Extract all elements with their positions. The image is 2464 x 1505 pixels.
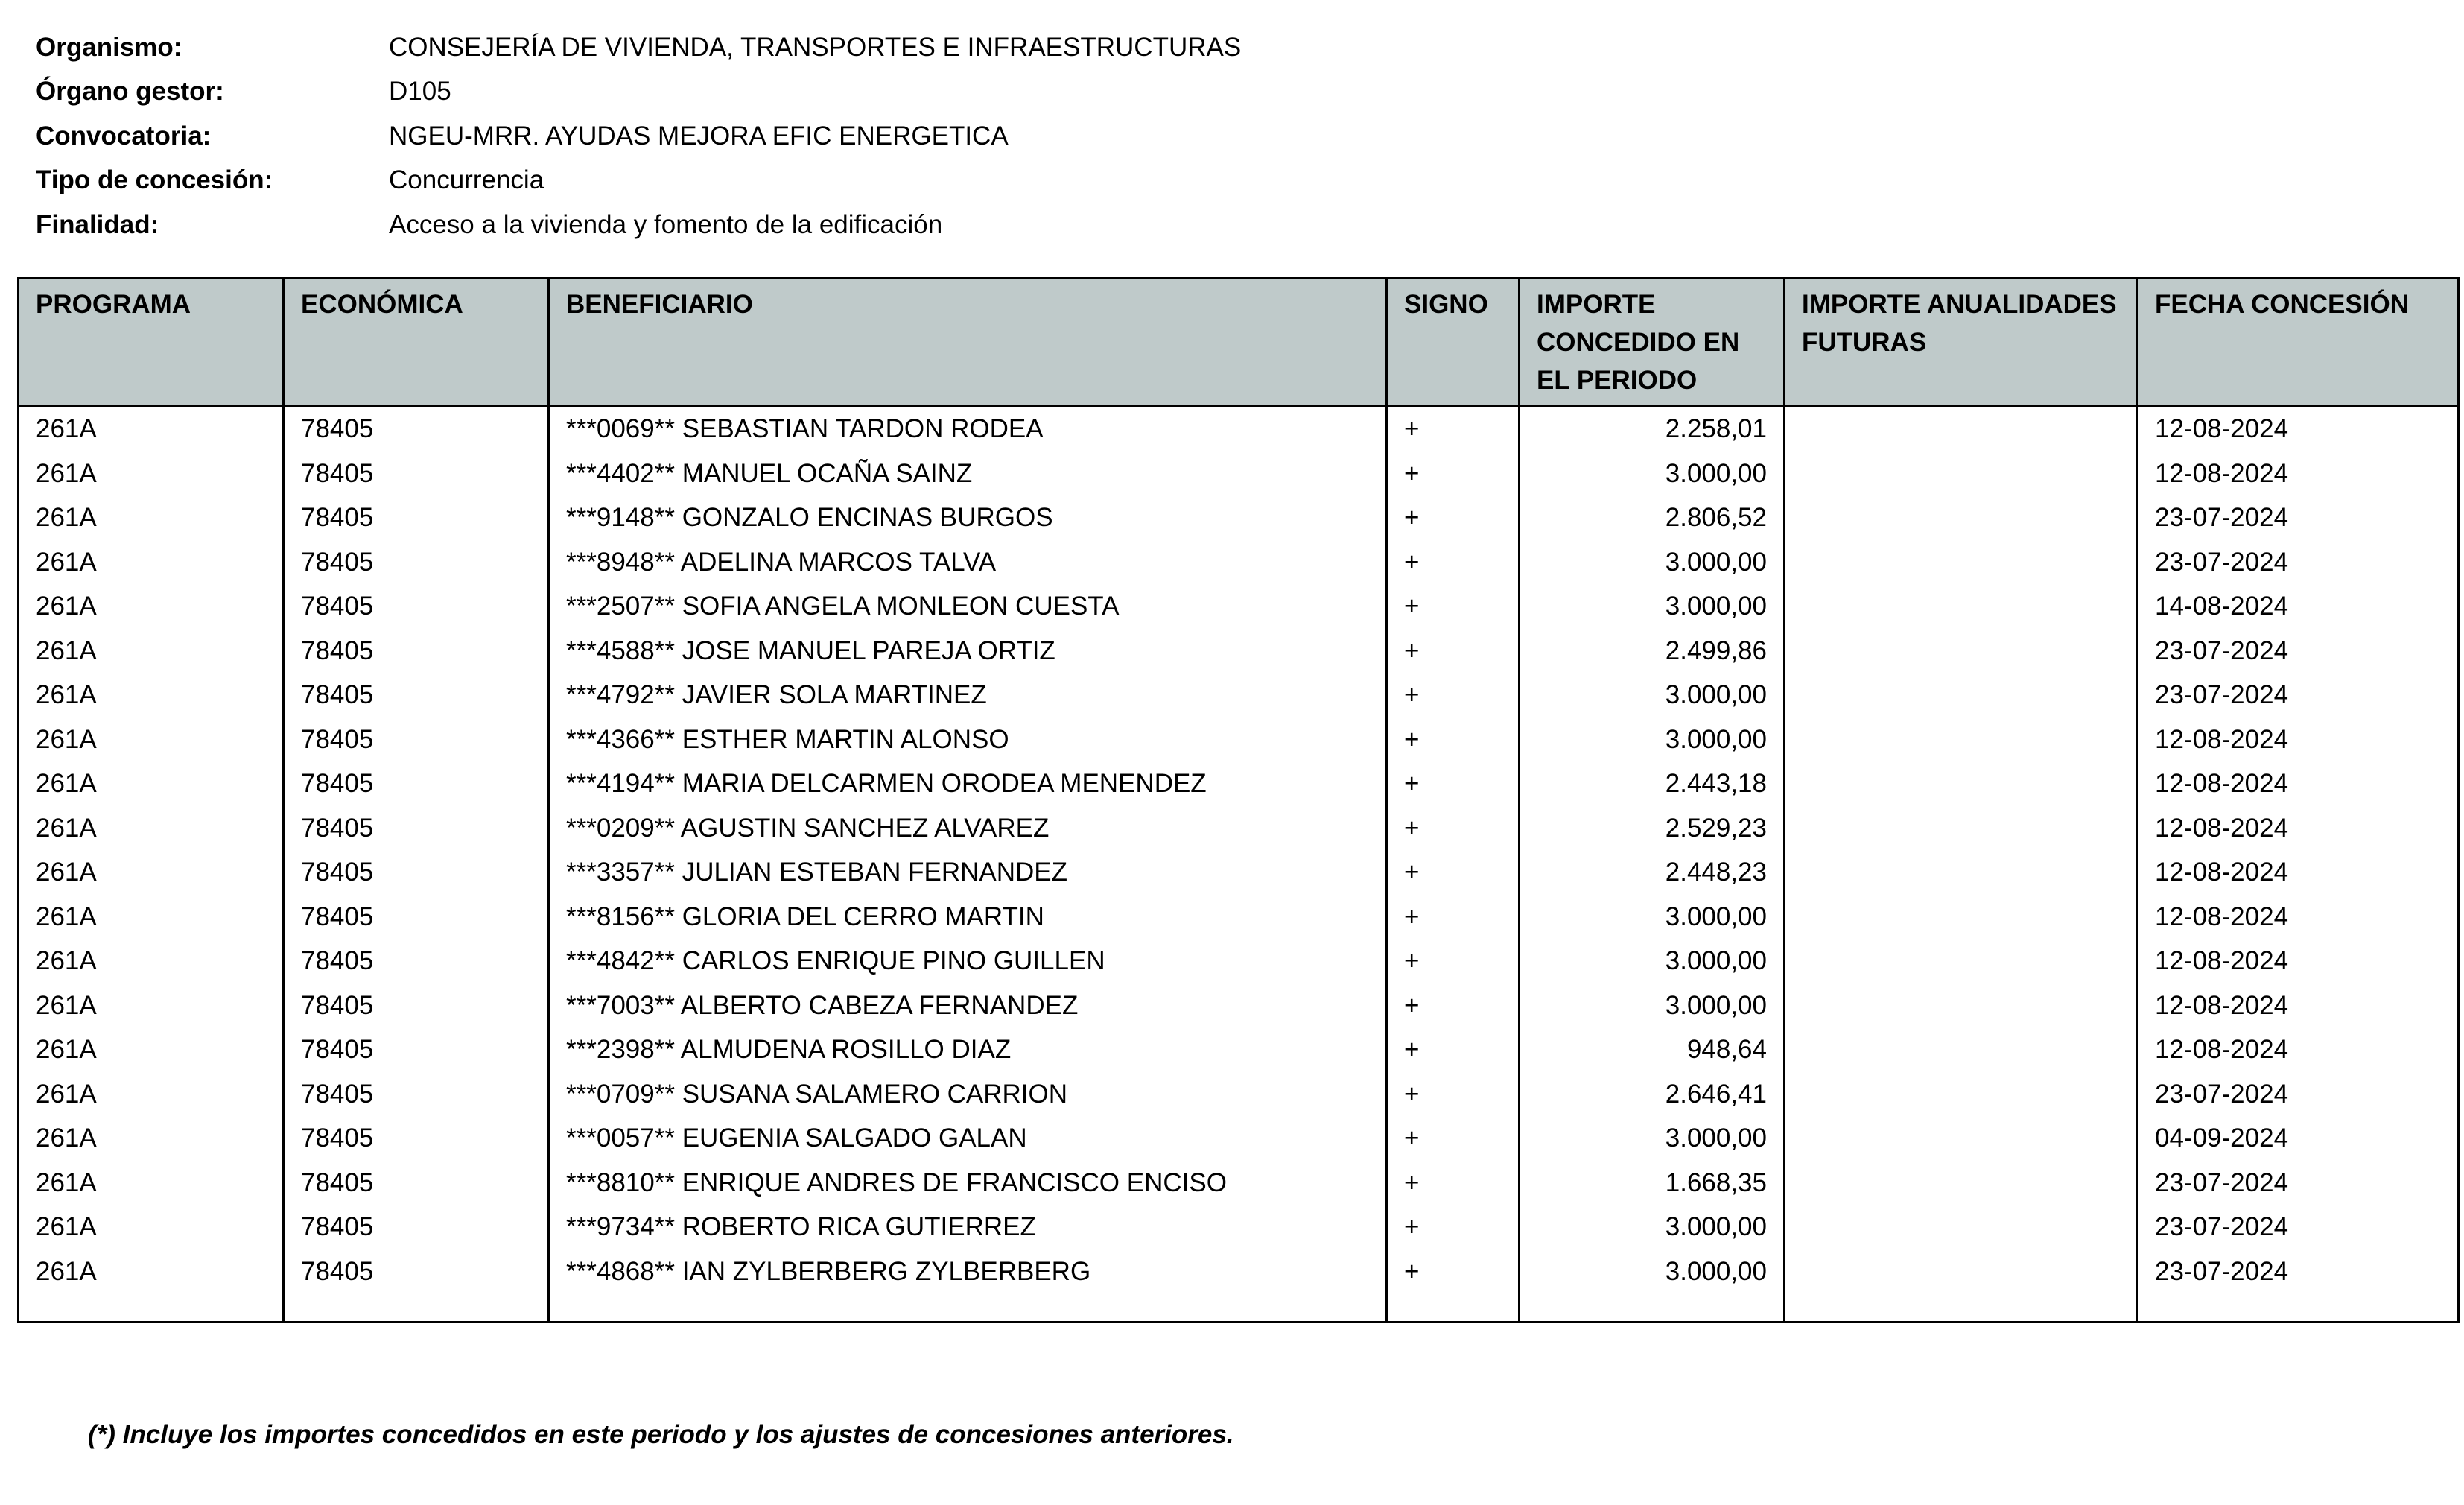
cell-signo: +	[1387, 1072, 1520, 1117]
cell-beneficiario: ***0209** AGUSTIN SANCHEZ ALVAREZ	[549, 806, 1387, 851]
cell-fecha: 12-08-2024	[2138, 717, 2459, 762]
cell-anualidades	[1785, 452, 2138, 496]
cell-economica: 78405	[284, 761, 549, 806]
cell-programa: 261A	[19, 495, 284, 540]
cell-signo: +	[1387, 1116, 1520, 1161]
table-row	[19, 1249, 2459, 1294]
cell-signo: +	[1387, 495, 1520, 540]
cell-importe: 2.646,41	[1520, 1072, 1785, 1117]
cell-economica: 78405	[284, 717, 549, 762]
cell-beneficiario: ***0069** SEBASTIAN TARDON RODEA	[549, 406, 1387, 452]
table-row	[19, 983, 2459, 1028]
cell-fecha: 14-08-2024	[2138, 584, 2459, 629]
table-row	[19, 540, 2459, 585]
table-row	[19, 406, 2459, 452]
cell-programa: 261A	[19, 1116, 284, 1161]
cell-economica: 78405	[284, 495, 549, 540]
cell-anualidades	[1785, 406, 2138, 452]
cell-economica: 78405	[284, 806, 549, 851]
cell-anualidades	[1785, 1205, 2138, 1249]
cell-signo: +	[1387, 761, 1520, 806]
cell-programa: 261A	[19, 629, 284, 674]
tipo-concesion-value: Concurrencia	[389, 165, 544, 195]
cell-beneficiario: ***0709** SUSANA SALAMERO CARRION	[549, 1072, 1387, 1117]
cell-signo: +	[1387, 1161, 1520, 1205]
cell-anualidades	[1785, 850, 2138, 895]
finalidad-row	[36, 203, 1241, 247]
cell-signo: +	[1387, 895, 1520, 940]
cell-signo: +	[1387, 540, 1520, 585]
table-row	[19, 1072, 2459, 1117]
cell-economica: 78405	[284, 1161, 549, 1205]
cell-anualidades	[1785, 540, 2138, 585]
cell-beneficiario: ***0057** EUGENIA SALGADO GALAN	[549, 1116, 1387, 1161]
table-row	[19, 1116, 2459, 1161]
cell-fecha: 23-07-2024	[2138, 1205, 2459, 1249]
cell-fecha: 12-08-2024	[2138, 1027, 2459, 1072]
cell-fecha: 12-08-2024	[2138, 850, 2459, 895]
column-header-anualidades: IMPORTE ANUALIDADES FUTURAS	[1785, 279, 2138, 406]
cell-signo: +	[1387, 983, 1520, 1028]
table-row	[19, 629, 2459, 674]
column-header-importe: IMPORTE CONCEDIDO EN EL PERIODO	[1520, 279, 1785, 406]
cell-programa: 261A	[19, 983, 284, 1028]
cell-fecha: 12-08-2024	[2138, 895, 2459, 940]
table-row	[19, 673, 2459, 717]
cell-importe: 3.000,00	[1520, 1205, 1785, 1249]
cell-fecha: 12-08-2024	[2138, 983, 2459, 1028]
cell-anualidades	[1785, 673, 2138, 717]
table-header-row	[19, 279, 2459, 406]
cell-anualidades	[1785, 1116, 2138, 1161]
cell-programa: 261A	[19, 1205, 284, 1249]
cell-economica: 78405	[284, 629, 549, 674]
cell-economica: 78405	[284, 850, 549, 895]
organo-gestor-row	[36, 70, 1241, 115]
cell-anualidades	[1785, 1161, 2138, 1205]
column-header-beneficiario: BENEFICIARIO	[549, 279, 1387, 406]
cell-importe: 3.000,00	[1520, 584, 1785, 629]
cell-beneficiario: ***8156** GLORIA DEL CERRO MARTIN	[549, 895, 1387, 940]
tipo-concesion-label: Tipo de concesión:	[36, 165, 273, 195]
cell-beneficiario: ***9734** ROBERTO RICA GUTIERREZ	[549, 1205, 1387, 1249]
cell-fecha: 04-09-2024	[2138, 1116, 2459, 1161]
cell-signo: +	[1387, 939, 1520, 983]
cell-anualidades	[1785, 629, 2138, 674]
cell-importe: 2.443,18	[1520, 761, 1785, 806]
organismo-label: Organismo:	[36, 32, 182, 62]
cell-beneficiario: ***4194** MARIA DELCARMEN ORODEA MENENDEZ	[549, 761, 1387, 806]
cell-fecha: 23-07-2024	[2138, 629, 2459, 674]
convocatoria-label: Convocatoria:	[36, 121, 212, 150]
organismo-row	[36, 25, 1241, 70]
cell-fecha: 23-07-2024	[2138, 1161, 2459, 1205]
table-row	[19, 584, 2459, 629]
cell-anualidades	[1785, 1249, 2138, 1294]
column-header-programa: PROGRAMA	[19, 279, 284, 406]
cell-importe: 3.000,00	[1520, 983, 1785, 1028]
cell-signo: +	[1387, 584, 1520, 629]
cell-economica: 78405	[284, 406, 549, 452]
cell-economica: 78405	[284, 939, 549, 983]
cell-fecha: 23-07-2024	[2138, 1072, 2459, 1117]
cell-economica: 78405	[284, 452, 549, 496]
cell-programa: 261A	[19, 939, 284, 983]
cell-beneficiario: ***4868** IAN ZYLBERBERG ZYLBERBERG	[549, 1249, 1387, 1294]
cell-fecha: 23-07-2024	[2138, 540, 2459, 585]
cell-anualidades	[1785, 1072, 2138, 1117]
table-row	[19, 452, 2459, 496]
cell-importe: 948,64	[1520, 1027, 1785, 1072]
convocatoria-row	[36, 114, 1241, 159]
cell-anualidades	[1785, 895, 2138, 940]
column-header-fecha: FECHA CONCESIÓN	[2138, 279, 2459, 406]
cell-anualidades	[1785, 1027, 2138, 1072]
cell-programa: 261A	[19, 1072, 284, 1117]
table-row	[19, 717, 2459, 762]
organo-gestor-label: Órgano gestor:	[36, 77, 224, 107]
cell-anualidades	[1785, 939, 2138, 983]
cell-importe: 3.000,00	[1520, 939, 1785, 983]
cell-fecha: 23-07-2024	[2138, 1249, 2459, 1294]
cell-beneficiario: ***4402** MANUEL OCAÑA SAINZ	[549, 452, 1387, 496]
column-header-economica: ECONÓMICA	[284, 279, 549, 406]
cell-signo: +	[1387, 717, 1520, 762]
cell-programa: 261A	[19, 1161, 284, 1205]
cell-programa: 261A	[19, 540, 284, 585]
cell-programa: 261A	[19, 850, 284, 895]
cell-beneficiario: ***9148** GONZALO ENCINAS BURGOS	[549, 495, 1387, 540]
cell-fecha: 23-07-2024	[2138, 673, 2459, 717]
cell-beneficiario: ***2398** ALMUDENA ROSILLO DIAZ	[549, 1027, 1387, 1072]
cell-signo: +	[1387, 406, 1520, 452]
organo-gestor-value: D105	[389, 77, 451, 107]
cell-importe: 3.000,00	[1520, 452, 1785, 496]
cell-beneficiario: ***4588** JOSE MANUEL PAREJA ORTIZ	[549, 629, 1387, 674]
cell-beneficiario: ***3357** JULIAN ESTEBAN FERNANDEZ	[549, 850, 1387, 895]
cell-beneficiario: ***7003** ALBERTO CABEZA FERNANDEZ	[549, 983, 1387, 1028]
cell-economica: 78405	[284, 1205, 549, 1249]
document-header-info	[36, 25, 1241, 247]
cell-importe: 3.000,00	[1520, 540, 1785, 585]
footnote: (*) Incluye los importes concedidos en este periodo y los ajustes de concesiones anteriores.	[88, 1420, 1234, 1449]
cell-programa: 261A	[19, 761, 284, 806]
cell-importe: 3.000,00	[1520, 717, 1785, 762]
cell-importe: 2.448,23	[1520, 850, 1785, 895]
table-row	[19, 495, 2459, 540]
cell-fecha: 12-08-2024	[2138, 939, 2459, 983]
cell-fecha: 12-08-2024	[2138, 406, 2459, 452]
cell-importe: 1.668,35	[1520, 1161, 1785, 1205]
cell-importe: 3.000,00	[1520, 1116, 1785, 1161]
table-row	[19, 939, 2459, 983]
cell-programa: 261A	[19, 717, 284, 762]
cell-beneficiario: ***4792** JAVIER SOLA MARTINEZ	[549, 673, 1387, 717]
cell-signo: +	[1387, 1249, 1520, 1294]
table-row	[19, 1161, 2459, 1205]
cell-importe: 2.529,23	[1520, 806, 1785, 851]
cell-programa: 261A	[19, 895, 284, 940]
cell-importe: 3.000,00	[1520, 1249, 1785, 1294]
cell-anualidades	[1785, 806, 2138, 851]
cell-importe: 3.000,00	[1520, 895, 1785, 940]
cell-economica: 78405	[284, 1116, 549, 1161]
organismo-value: CONSEJERÍA DE VIVIENDA, TRANSPORTES E INFRAESTRUCTURAS	[389, 32, 1242, 62]
cell-beneficiario: ***2507** SOFIA ANGELA MONLEON CUESTA	[549, 584, 1387, 629]
cell-programa: 261A	[19, 1027, 284, 1072]
table-row	[19, 895, 2459, 940]
cell-beneficiario: ***8948** ADELINA MARCOS TALVA	[549, 540, 1387, 585]
cell-economica: 78405	[284, 584, 549, 629]
cell-signo: +	[1387, 850, 1520, 895]
cell-signo: +	[1387, 806, 1520, 851]
cell-economica: 78405	[284, 983, 549, 1028]
cell-importe: 2.806,52	[1520, 495, 1785, 540]
cell-signo: +	[1387, 1205, 1520, 1249]
table-row	[19, 1027, 2459, 1072]
table-row	[19, 1205, 2459, 1249]
cell-anualidades	[1785, 761, 2138, 806]
column-header-signo: SIGNO	[1387, 279, 1520, 406]
cell-economica: 78405	[284, 1027, 549, 1072]
cell-economica: 78405	[284, 895, 549, 940]
cell-economica: 78405	[284, 540, 549, 585]
cell-economica: 78405	[284, 1072, 549, 1117]
cell-importe: 3.000,00	[1520, 673, 1785, 717]
cell-fecha: 12-08-2024	[2138, 452, 2459, 496]
table-filler-row	[19, 1293, 2459, 1322]
cell-signo: +	[1387, 1027, 1520, 1072]
finalidad-value: Acceso a la vivienda y fomento de la edificación	[389, 209, 943, 239]
cell-signo: +	[1387, 673, 1520, 717]
table-row	[19, 850, 2459, 895]
cell-fecha: 12-08-2024	[2138, 761, 2459, 806]
cell-programa: 261A	[19, 406, 284, 452]
cell-programa: 261A	[19, 452, 284, 496]
table-row	[19, 806, 2459, 851]
cell-signo: +	[1387, 629, 1520, 674]
grants-table	[17, 277, 2460, 1323]
cell-importe: 2.258,01	[1520, 406, 1785, 452]
cell-importe: 2.499,86	[1520, 629, 1785, 674]
cell-beneficiario: ***8810** ENRIQUE ANDRES DE FRANCISCO ENCISO	[549, 1161, 1387, 1205]
cell-economica: 78405	[284, 1249, 549, 1294]
table-body	[19, 406, 2459, 1322]
cell-economica: 78405	[284, 673, 549, 717]
cell-programa: 261A	[19, 1249, 284, 1294]
tipo-concesion-row	[36, 159, 1241, 203]
cell-anualidades	[1785, 495, 2138, 540]
cell-signo: +	[1387, 452, 1520, 496]
cell-anualidades	[1785, 983, 2138, 1028]
cell-fecha: 12-08-2024	[2138, 806, 2459, 851]
cell-beneficiario: ***4366** ESTHER MARTIN ALONSO	[549, 717, 1387, 762]
convocatoria-value: NGEU-MRR. AYUDAS MEJORA EFIC ENERGETICA	[389, 121, 1009, 150]
finalidad-label: Finalidad:	[36, 209, 159, 239]
cell-programa: 261A	[19, 806, 284, 851]
cell-beneficiario: ***4842** CARLOS ENRIQUE PINO GUILLEN	[549, 939, 1387, 983]
cell-programa: 261A	[19, 673, 284, 717]
cell-programa: 261A	[19, 584, 284, 629]
table-row	[19, 761, 2459, 806]
cell-anualidades	[1785, 717, 2138, 762]
cell-anualidades	[1785, 584, 2138, 629]
cell-fecha: 23-07-2024	[2138, 495, 2459, 540]
